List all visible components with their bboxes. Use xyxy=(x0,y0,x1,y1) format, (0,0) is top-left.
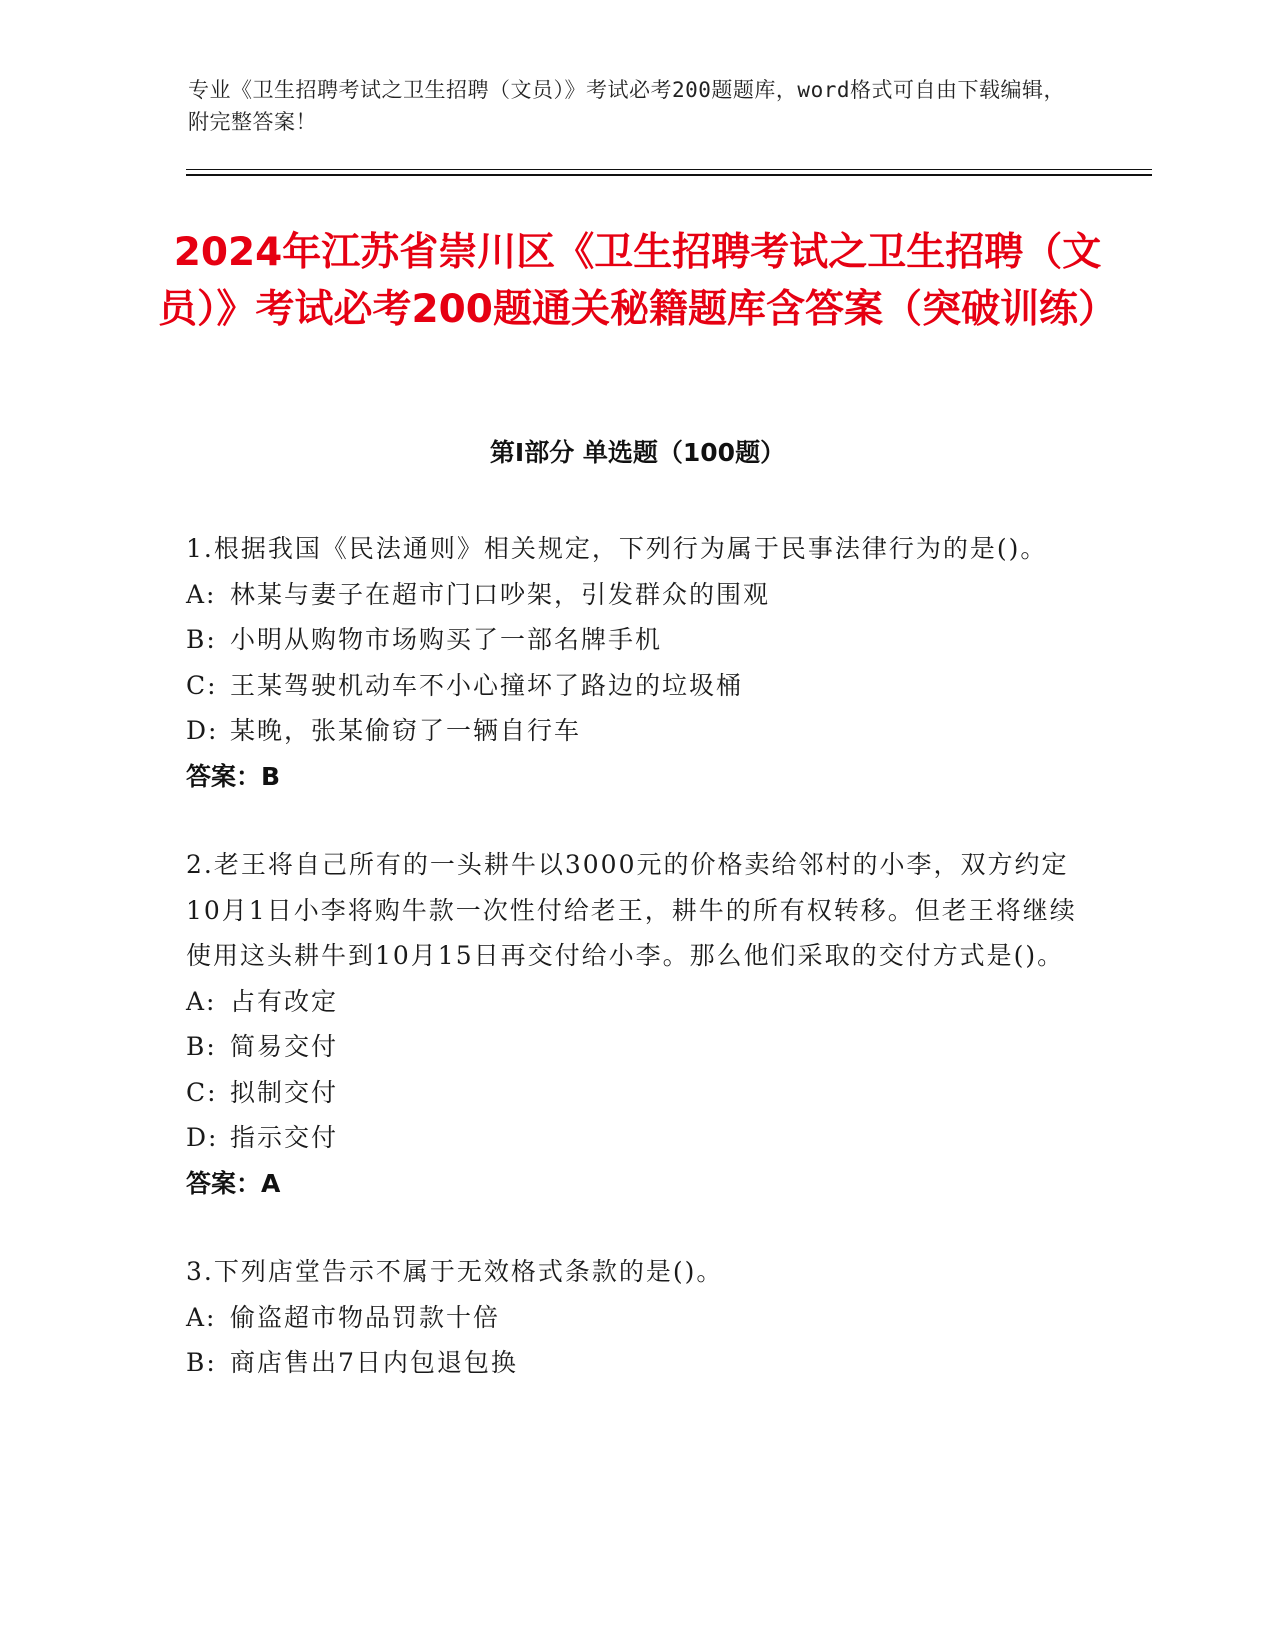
option-text: 商店售出7日内包退包换 xyxy=(230,1348,518,1377)
question-item xyxy=(186,842,1081,1206)
answer-value: A xyxy=(261,1168,281,1198)
question-text: 2.老王将自己所有的一头耕牛以3000元的价格卖给邻村的小李，双方约定10月1日小李将购牛款一次性付给老王，耕牛的所有权转移。但老王将继续使用这头耕牛到10月15日再交付给小李。那么他们采取的交付方式是()。 xyxy=(186,850,1077,970)
answer-value: B xyxy=(261,761,281,791)
document-title: 2024年江苏省崇川区《卫生招聘考试之卫生招聘（文员）》考试必考200题通关秘籍题库含答案（突破训练） xyxy=(158,230,1117,332)
option-text: 偷盗超市物品罚款十倍 xyxy=(230,1302,501,1332)
option-letter: D: xyxy=(186,716,219,745)
option-text: 拟制交付 xyxy=(230,1077,339,1107)
option-letter: B: xyxy=(186,1348,217,1377)
option-b xyxy=(186,617,1081,663)
answer-prefix: 答案： xyxy=(186,761,262,791)
header-rule-thick xyxy=(186,174,1152,176)
option-text: 林某与妻子在超市门口吵架，引发群众的围观 xyxy=(230,579,771,609)
section-heading: 第Ⅰ部分 单选题（100题） xyxy=(489,438,786,467)
answer-line xyxy=(186,1161,1081,1207)
option-text: 简易交付 xyxy=(230,1032,339,1061)
option-text: 占有改定 xyxy=(230,986,339,1016)
header-rule-thin xyxy=(186,169,1152,170)
option-a xyxy=(186,979,1081,1025)
option-letter: D: xyxy=(186,1123,219,1152)
question-list xyxy=(186,526,1081,1429)
option-text: 指示交付 xyxy=(230,1123,339,1152)
answer-prefix: 答案： xyxy=(186,1168,262,1198)
option-text: 小明从购物市场购买了一部名牌手机 xyxy=(230,625,663,654)
option-letter: B: xyxy=(186,1032,217,1061)
option-letter: B: xyxy=(186,625,217,654)
question-item xyxy=(186,526,1081,799)
option-d xyxy=(186,708,1081,754)
option-letter: A: xyxy=(186,986,217,1016)
option-b xyxy=(186,1340,1081,1386)
option-text: 王某驾驶机动车不小心撞坏了路边的垃圾桶 xyxy=(230,670,744,700)
option-letter: A: xyxy=(186,579,217,609)
option-a xyxy=(186,1295,1081,1341)
option-c xyxy=(186,1070,1081,1116)
question-text: 3.下列店堂告示不属于无效格式条款的是()。 xyxy=(186,1257,724,1286)
question-item xyxy=(186,1249,1081,1386)
option-letter: C: xyxy=(186,1077,218,1107)
option-letter: C: xyxy=(186,670,218,700)
answer-line xyxy=(186,754,1081,800)
header-note: 专业《卫生招聘考试之卫生招聘（文员）》考试必考200题题库，word格式可自由下载编辑，附完整答案！ xyxy=(188,78,1065,134)
option-b xyxy=(186,1024,1081,1070)
option-c xyxy=(186,663,1081,709)
option-d xyxy=(186,1115,1081,1161)
option-a xyxy=(186,572,1081,618)
question-text: 1.根据我国《民法通则》相关规定，下列行为属于民事法律行为的是()。 xyxy=(186,534,1048,563)
option-letter: A: xyxy=(186,1302,217,1332)
option-text: 某晚，张某偷窃了一辆自行车 xyxy=(230,716,582,745)
